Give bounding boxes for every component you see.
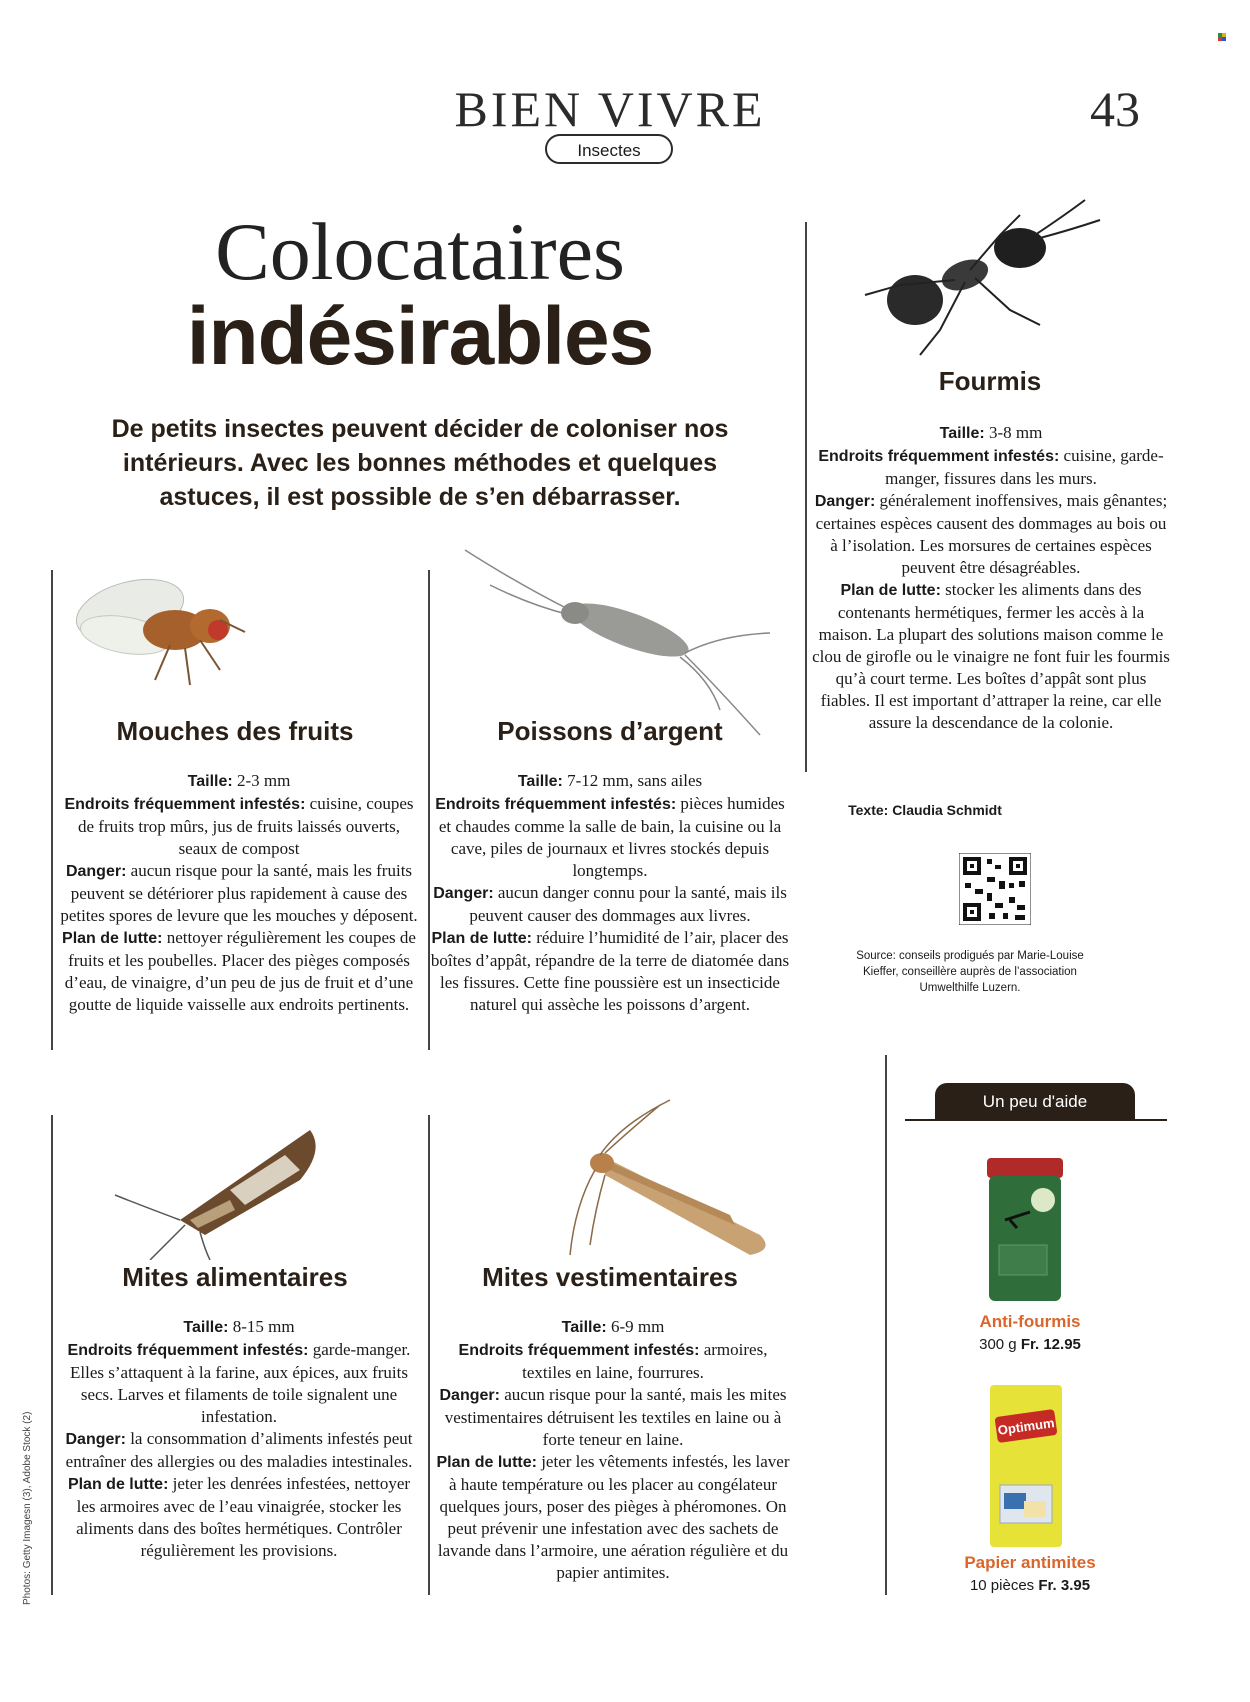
photo-credit: Photos: Getty Imagesn (3), Adobe Stock (2) (22, 1411, 33, 1605)
ants-danger: généralement inoffensives, mais gênantes; certaines espèces causent des dommages au bois ou à l’isolation. Les morsures de certaines espèces peuvent être désagréables. (815, 491, 1168, 577)
product-price (920, 1577, 1140, 1594)
section-title: BIEN VIVRE (454, 81, 766, 137)
clothes-moths-places: armoires, textiles en laine, fourrures. (522, 1340, 768, 1382)
pantry-moths-text (58, 1316, 420, 1562)
label-places: Endroits fréquemment infestés: (435, 796, 677, 813)
divider (51, 570, 53, 1050)
pantry-moths-title: Mites alimentaires (122, 1262, 348, 1292)
label-plan: Plan de lutte: (62, 930, 163, 947)
clothes-moths-plan: jeter les vêtements infestés, les laver à haute température ou les placer au congélateur quelques jours, poser des pièges à phéromones. On peut prévenir une infestation avec des sachets de lavande dans l’armoire, une aération régulière et du papier antimites. (437, 1452, 790, 1582)
label-plan: Plan de lutte: (436, 1454, 537, 1471)
product-price (920, 1336, 1140, 1353)
label-danger: Danger: (65, 1431, 126, 1448)
label-danger: Danger: (65, 863, 127, 880)
pantry-moths-plan: jeter les denrées infestées, nettoyer les armoires avec de l’eau vinaigrée, stocker les aliments dans des boîtes hermétiques. Contrôler régulièrement les provisions. (76, 1474, 411, 1560)
label-size: Taille: (187, 773, 233, 790)
label-size: Taille: (561, 1319, 607, 1336)
divider (428, 1115, 430, 1595)
pantry-moth-image (110, 1110, 330, 1260)
label-danger: Danger: (439, 1387, 500, 1404)
headline-line-1: Colocataires (215, 206, 625, 297)
pantry-moths-size: 8-15 mm (232, 1317, 295, 1336)
silverfish-plan: réduire l’humidité de l’air, placer des boîtes d’appât, répandre de la terre de diatomée dans les fissures. Cette fine poussière est un insecticide naturel qui assèche les poissons d’argent. (430, 928, 790, 1014)
optimum-logo: Optimum (996, 1415, 1056, 1438)
label-plan: Plan de lutte: (431, 930, 532, 947)
source-note: Source: conseils prodigués par Marie-Louise Kieffer, conseillère auprès de l’association Umwelthilfe Luzern. (856, 950, 1084, 994)
clothes-moth-image (560, 1095, 780, 1265)
silverfish-places: pièces humides et chaudes comme la salle de bain, la cuisine ou la cave, piles de journaux et livres stockés depuis longtemps. (438, 794, 785, 880)
silverfish-title: Poissons d’argent (497, 716, 723, 746)
fruit-flies-plan: nettoyer régulièrement les coupes de fruits et les poubelles. Placer des pièges composés d’eau, de vinaigre, d’un peu de jus de fruit et d’une goutte de liquide vaisselle aux endroits pertinents. (64, 928, 416, 1014)
label-danger: Danger: (814, 493, 876, 510)
qr-code[interactable] (959, 853, 1031, 925)
divider (51, 1115, 53, 1595)
color-marker-icon (1218, 33, 1226, 41)
label-size: Taille: (183, 1319, 229, 1336)
fruit-flies-danger: aucun risque pour la santé, mais les fruits peuvent se détériorer plus rapidement à cause des petites spores de levure que les mouches y déposent. (60, 861, 418, 925)
fruit-flies-size: 2-3 mm (236, 771, 291, 790)
label-danger: Danger: (433, 885, 494, 902)
product-price-value: Fr. 12.95 (1020, 1336, 1081, 1353)
product-quantity: 10 pièces (969, 1577, 1035, 1594)
label-plan: Plan de lutte: (67, 1476, 169, 1493)
help-box-title: Un peu d'aide (935, 1083, 1135, 1121)
label-places: Endroits fréquemment infestés: (67, 1342, 309, 1359)
clothes-moths-size: 6-9 mm (610, 1317, 665, 1336)
silverfish-size: 7-12 mm, sans ailes (567, 771, 703, 790)
pantry-moths-places: garde-manger. Elles s’attaquent à la farine, aux épices, aux fruits secs. Larves et filaments de toile signalent une infestation. (70, 1340, 411, 1426)
ants-size: 3-8 mm (988, 423, 1043, 442)
headline-line-2: indésirables (186, 291, 654, 382)
label-plan: Plan de lutte: (840, 582, 941, 599)
silverfish-image (460, 545, 780, 745)
silverfish-danger: aucun danger connu pour la santé, mais ils peuvent causer des dommages aux livres. (469, 883, 787, 925)
ants-text (812, 422, 1170, 734)
silverfish-text (430, 770, 790, 1016)
label-places: Endroits fréquemment infestés: (64, 796, 306, 813)
label-places: Endroits fréquemment infestés: (818, 448, 1060, 465)
anti-ants-product-image (985, 1150, 1065, 1305)
divider (805, 222, 807, 772)
ants-plan: stocker les aliments dans des contenants hermétiques, fermer les accès à la maison. La plupart des solutions maison comme le clou de girofle ou le vinaigre ne font fuir les fourmis qu’à court terme. Les boîtes d’appât sont plus fiables. Il est important d’attraper la reine, car elle assure la descendance de la colonie. (812, 580, 1170, 732)
clothes-moths-text (432, 1316, 794, 1584)
clothes-moths-danger: aucun risque pour la santé, mais les mites vestimentaires détruisent les textiles en laine ou à forte teneur en laine. (444, 1385, 787, 1449)
pantry-moths-danger: la consommation d’aliments infestés peut entraîner des allergies ou des maladies intestinales. (65, 1429, 413, 1471)
fruit-flies-title: Mouches des fruits (116, 716, 354, 746)
label-size: Taille: (939, 425, 985, 442)
author-credit: Texte: Claudia Schmidt (848, 802, 1002, 818)
fruit-fly-image (70, 560, 270, 700)
product-name: Anti-fourmis (979, 1312, 1081, 1331)
clothes-moths-title: Mites vestimentaires (482, 1262, 738, 1292)
ant-image (860, 190, 1120, 360)
label-places: Endroits fréquemment infestés: (458, 1342, 700, 1359)
page-number: 43 (1090, 81, 1140, 137)
product-name: Papier antimites (964, 1553, 1096, 1572)
fruit-flies-text (58, 770, 420, 1016)
ants-places: cuisine, garde-manger, fissures dans les murs. (885, 446, 1164, 488)
product-price-value: Fr. 3.95 (1038, 1577, 1091, 1594)
lead-paragraph: De petits insectes peuvent décider de coloniser nos intérieurs. Avec les bonnes méthodes et quelques astuces, il est possible de s’en débarrasser. (111, 415, 729, 511)
label-size: Taille: (517, 773, 563, 790)
divider (885, 1055, 887, 1595)
moth-paper-product-image (990, 1385, 1062, 1547)
category-tag: Insectes (545, 134, 673, 164)
product-quantity: 300 g (979, 1336, 1017, 1353)
fruit-flies-places: cuisine, coupes de fruits trop mûrs, jus de fruits laissés ouverts, seaux de compost (77, 794, 414, 858)
ants-title: Fourmis (938, 366, 1042, 396)
help-box-rule (905, 1119, 1167, 1121)
